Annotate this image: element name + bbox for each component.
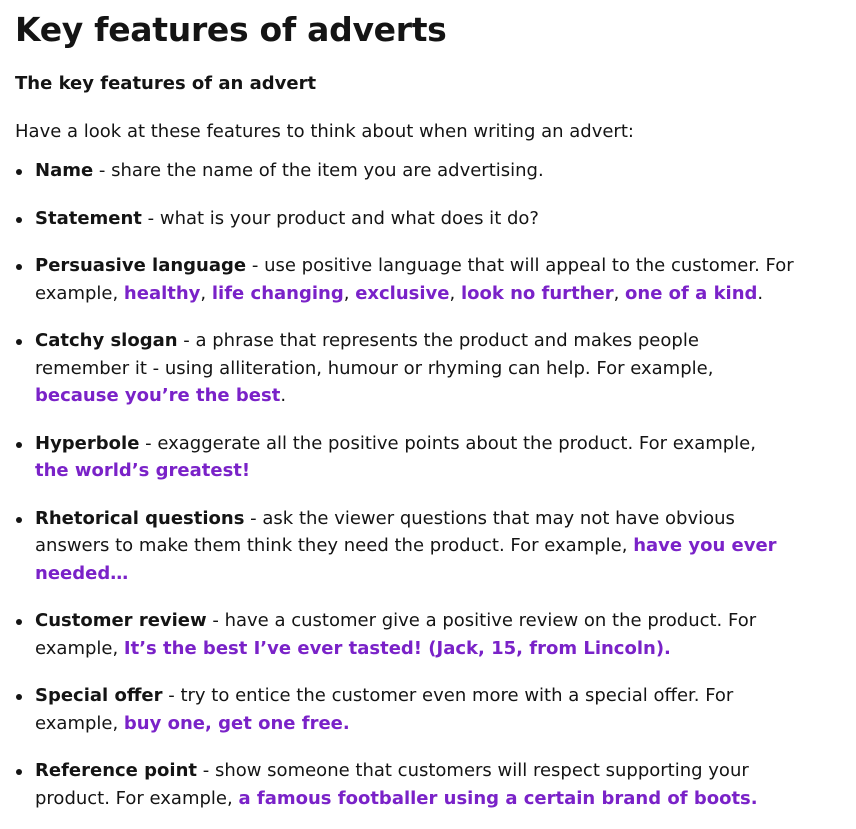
feature-term: Catchy slogan <box>35 330 178 351</box>
end-punctuation: . <box>280 385 287 406</box>
separator: , <box>343 282 356 304</box>
list-item-special-offer <box>15 682 795 737</box>
example-text: because you’re the best <box>35 385 281 406</box>
example-text: the world’s greatest! <box>35 460 251 481</box>
list-item-statement <box>15 205 795 233</box>
example-text: healthy <box>123 282 201 304</box>
bullet-icon <box>16 217 22 223</box>
feature-term: Statement <box>35 207 142 229</box>
bullet-icon <box>16 264 22 270</box>
example-text: It’s the best I’ve ever tasted! (Jack, 15, from Lincoln). <box>123 637 671 659</box>
feature-description: - ask the viewer questions that may not have obvious answers to make them think they need the product. For example, <box>35 507 735 556</box>
list-item-persuasive-language <box>15 252 795 307</box>
feature-description: - have a customer give a positive review on the product. For example, <box>35 610 757 659</box>
bullet-icon <box>16 769 22 775</box>
separator: , <box>449 282 461 304</box>
bullet-icon <box>16 694 22 700</box>
end-punctuation: . <box>757 282 764 304</box>
example-text: a famous footballer using a certain brand of boots. <box>238 787 758 809</box>
feature-term: Name <box>35 160 94 181</box>
separator: , <box>200 282 212 304</box>
feature-term: Customer review <box>35 610 207 631</box>
page-title: Key features of adverts <box>15 10 447 49</box>
list-item-reference-point <box>15 757 795 812</box>
example-text: life changing <box>211 282 344 304</box>
feature-description: - show someone that customers will respect supporting your product. For example, <box>35 760 749 809</box>
features-list <box>15 157 805 812</box>
bullet-icon <box>16 517 22 523</box>
example-text: exclusive <box>355 282 450 304</box>
feature-description: - try to entice the customer even more with a special offer. For example, <box>35 685 734 734</box>
list-item-catchy-slogan <box>15 327 795 410</box>
list-item-name <box>15 157 795 185</box>
feature-description: - a phrase that represents the product and makes people remember it - using alliteration, humour or rhyming can help. For example, <box>35 330 714 379</box>
feature-term: Persuasive language <box>35 255 247 276</box>
bullet-icon <box>16 169 22 175</box>
example-text: one of a kind <box>625 282 758 304</box>
example-text: look no further <box>460 282 614 304</box>
list-item-customer-review <box>15 607 795 662</box>
feature-term: Special offer <box>35 685 163 706</box>
bullet-icon <box>16 619 22 625</box>
feature-description: - use positive language that will appeal to the customer. For example, <box>35 255 794 304</box>
bullet-icon <box>16 442 22 448</box>
example-text: buy one, get one free. <box>123 712 350 734</box>
feature-term: Reference point <box>35 760 197 781</box>
list-item-hyperbole <box>15 430 795 485</box>
example-text: have you ever needed… <box>35 535 777 584</box>
separator: , <box>613 282 626 304</box>
intro-paragraph: Have a look at these features to think about when writing an advert: <box>15 121 634 142</box>
feature-term: Rhetorical questions <box>35 507 245 529</box>
bullet-icon <box>16 339 22 345</box>
feature-description: - exaggerate all the positive points about the product. For example, <box>139 432 756 454</box>
feature-term: Hyperbole <box>35 432 140 454</box>
list-item-rhetorical-questions <box>15 505 795 588</box>
feature-description: - what is your product and what does it do? <box>141 207 539 229</box>
feature-description: - share the name of the item you are advertising. <box>93 160 544 181</box>
section-subtitle: The key features of an advert <box>15 73 317 94</box>
